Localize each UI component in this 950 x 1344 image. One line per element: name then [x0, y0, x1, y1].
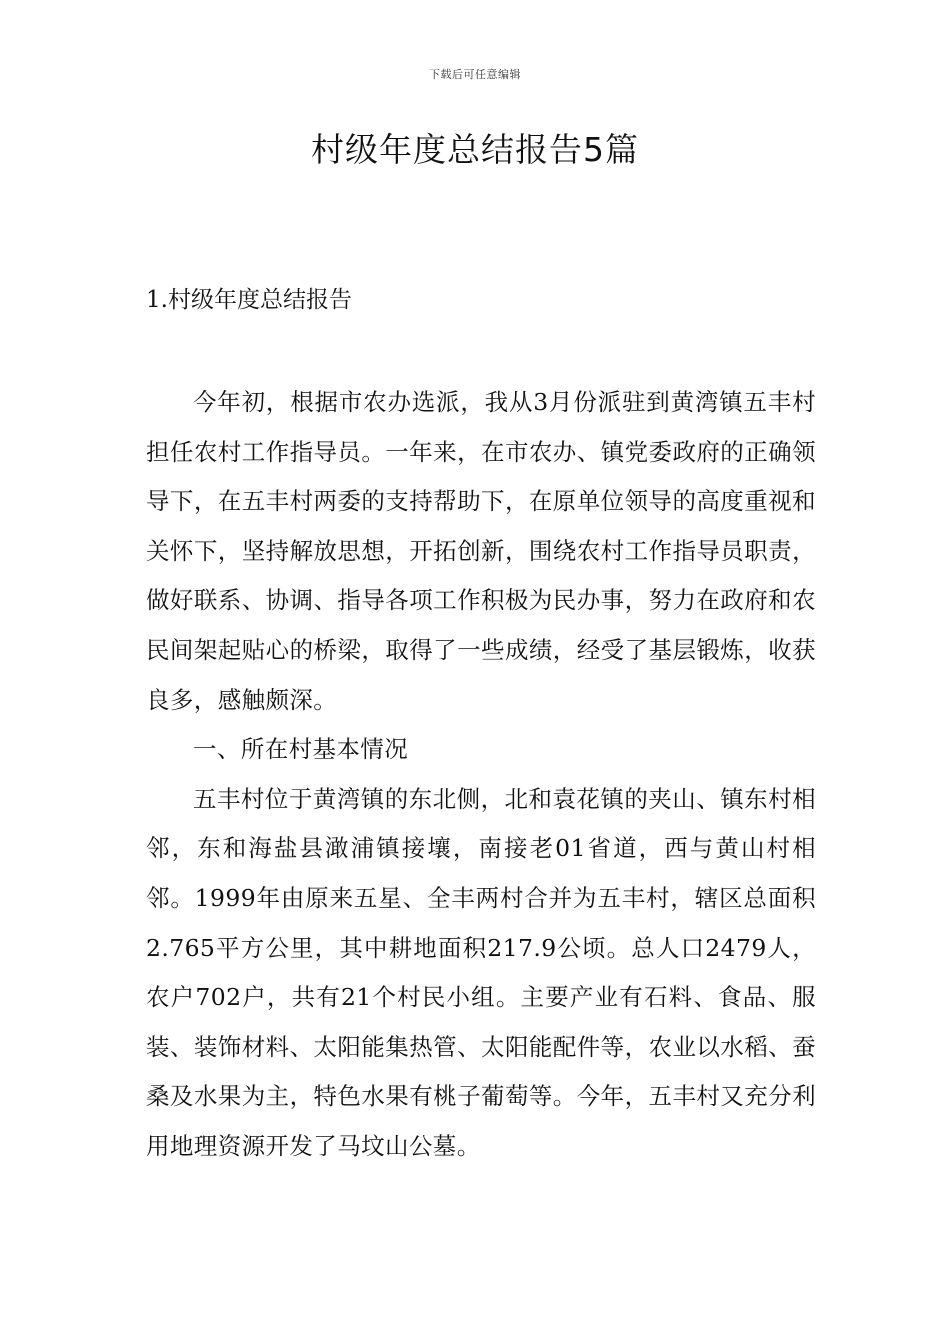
subsection-heading: 一、所在村基本情况	[193, 735, 409, 764]
section-heading: 1.村级年度总结报告	[146, 287, 352, 313]
paragraph-village-info: 五丰村位于黄湾镇的东北侧，北和袁花镇的夹山、镇东村相邻，东和海盐县澉浦镇接壤，南接老01省道，西与黄山村相邻。1999年由原来五星、全丰两村合并为五丰村，辖区总面积2.765平方公里，其中耕地面积217.9公顷。总人口2479人，农户702户，共有21个村民小组。主要产业有石料、食品、服装、装饰材料、太阳能集热管、太阳能配件等，农业以水稻、蚕桑及水果为主，特色水果有桃子葡萄等。今年，五丰村又充分利用地理资源开发了马坟山公墓。	[146, 784, 816, 1160]
paragraph-intro: 今年初，根据市农办选派，我从3月份派驻到黄湾镇五丰村担任农村工作指导员。一年来，在市农办、镇党委政府的正确领导下，在五丰村两委的支持帮助下，在原单位领导的高度重视和关怀下，坚持解放思想，开拓创新，围绕农村工作指导员职责，做好联系、协调、指导各项工作积极为民办事，努力在政府和农民间架起贴心的桥梁，取得了一些成绩，经受了基层锻炼，收获良多，感触颇深。	[146, 388, 816, 714]
document-body	[146, 378, 816, 1172]
header-note: 下载后可任意编辑	[429, 68, 521, 81]
document-title: 村级年度总结报告5篇	[311, 130, 639, 169]
